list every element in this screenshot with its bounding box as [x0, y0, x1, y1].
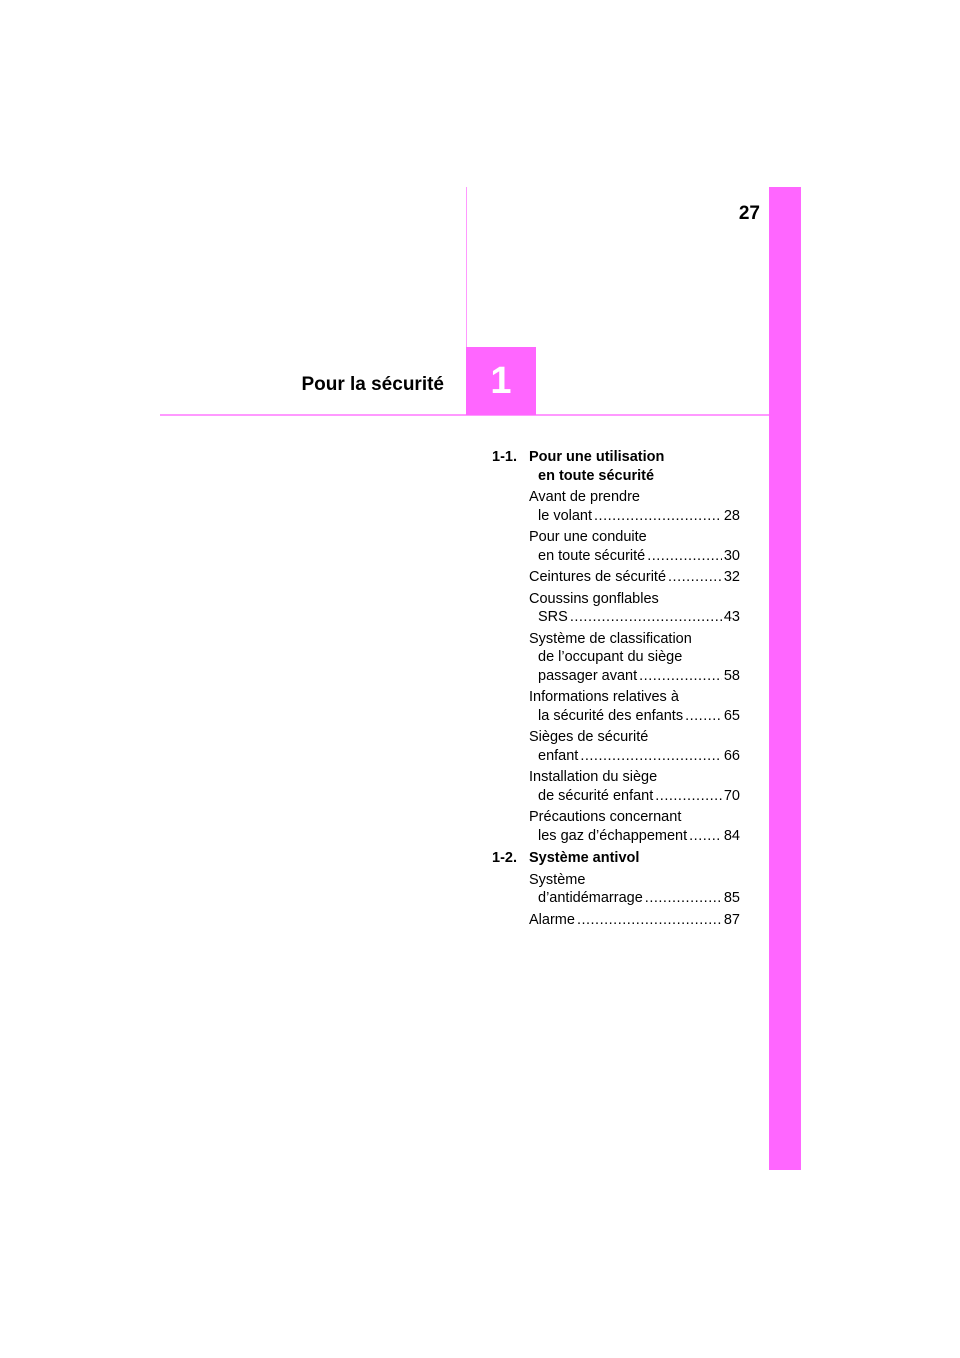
toc-entry-text: Sièges de sécurité: [529, 729, 649, 745]
toc-entry-text: Ceintures de sécurité: [529, 569, 667, 585]
toc-entry-line: [529, 889, 740, 908]
toc-entry[interactable]: [529, 488, 740, 525]
toc-page-number: 84: [723, 827, 740, 844]
toc-entry-line: [529, 707, 740, 726]
toc-entry-text: de sécurité enfant: [538, 787, 654, 804]
toc-leader-dots: [689, 827, 722, 846]
toc-entry-line: [529, 488, 740, 507]
toc-entry[interactable]: [529, 911, 740, 930]
toc-section-title-line: Pour une utilisation: [529, 449, 665, 465]
toc-entry-text: les gaz d’échappement: [538, 827, 688, 844]
toc-entry-line: [529, 528, 740, 547]
toc-leader-dots: [668, 568, 722, 587]
toc-entry-line: [529, 728, 740, 747]
toc-page-number: 43: [723, 609, 740, 625]
toc-entry-line: [529, 827, 740, 846]
page-number: 27: [738, 203, 760, 224]
toc-page-number: 28: [723, 507, 740, 524]
toc-entry-text: Installation du siège: [529, 769, 658, 785]
toc-entry-line: [529, 547, 740, 566]
toc-entry-text: de l’occupant du siège: [538, 649, 683, 665]
toc-entry-text: Coussins gonflables: [529, 590, 659, 607]
toc-entry-text: SRS: [538, 609, 568, 625]
toc-entry-text: Système de classification: [529, 630, 692, 647]
toc-entry-line: [529, 871, 740, 890]
toc-entry-text: Précautions concernant: [529, 809, 682, 825]
toc-leader-dots: [655, 787, 722, 806]
toc-leader-dots: [577, 911, 722, 930]
vertical-rule: [466, 187, 467, 347]
toc-leader-dots: [645, 889, 722, 908]
toc-page-number: 65: [723, 707, 740, 724]
toc-page-number: 30: [723, 547, 740, 564]
toc-entry-text: Système: [529, 871, 586, 888]
toc-entry-line: [529, 608, 740, 627]
toc-page-number: 66: [723, 747, 740, 764]
toc-entry-line: [529, 747, 740, 766]
toc-entry[interactable]: [529, 768, 740, 805]
toc-entry[interactable]: [529, 590, 740, 627]
toc-entry-text: Informations relatives à: [529, 689, 679, 705]
toc-section-title-line: en toute sécurité: [538, 467, 655, 484]
horizontal-rule: [160, 414, 769, 416]
toc-section: [492, 849, 740, 929]
toc-entry[interactable]: [529, 728, 740, 765]
toc-entry-line: [529, 648, 740, 667]
toc-entry-line: [529, 568, 740, 587]
toc-entry-text: Avant de prendre: [529, 489, 640, 505]
toc-section-number: 1-2.: [492, 850, 517, 866]
toc-entry-line: [529, 590, 740, 609]
toc-leader-dots: [639, 667, 722, 686]
toc-entry-line: [529, 808, 740, 827]
toc-section-title-line: Système antivol: [529, 850, 640, 866]
toc-leader-dots: [647, 547, 722, 566]
toc-entry-text: en toute sécurité: [538, 547, 646, 564]
chapter-number-badge: 1: [466, 347, 536, 415]
toc-page-number: 32: [723, 569, 740, 585]
toc-entry-text: passager avant: [538, 667, 638, 684]
toc-section-title: [529, 849, 740, 868]
toc-entry[interactable]: [529, 871, 740, 908]
toc-section-title: [529, 448, 740, 485]
toc-section: [492, 448, 740, 845]
toc-page-number: 87: [723, 911, 740, 928]
toc-entry-line: [529, 630, 740, 649]
toc-section-heading[interactable]: [492, 448, 740, 485]
toc-page-number: 70: [723, 787, 740, 804]
table-of-contents: [492, 448, 740, 933]
toc-entry-line: [529, 768, 740, 787]
toc-leader-dots: [594, 507, 722, 526]
toc-entry-line: [529, 911, 740, 930]
toc-entry-text: enfant: [538, 747, 579, 764]
toc-entry[interactable]: [529, 688, 740, 725]
toc-entry-text: la sécurité des enfants: [538, 707, 684, 724]
toc-entry-line: [529, 667, 740, 686]
toc-entry-text: Alarme: [529, 911, 575, 928]
chapter-tab-band: [769, 187, 801, 1170]
chapter-title: Pour la sécurité: [301, 374, 444, 395]
toc-leader-dots: [580, 747, 722, 766]
toc-entry-text: d’antidémarrage: [538, 890, 643, 906]
toc-entry-text: le volant: [538, 507, 593, 524]
toc-entry-line: [529, 787, 740, 806]
toc-entry[interactable]: [529, 528, 740, 565]
toc-entry-text: Pour une conduite: [529, 529, 647, 545]
toc-entry-line: [529, 507, 740, 526]
toc-leader-dots: [570, 608, 722, 627]
toc-entry[interactable]: [529, 630, 740, 686]
toc-section-number: 1-1.: [492, 449, 517, 465]
toc-section-heading[interactable]: [492, 849, 740, 868]
toc-page-number: 58: [723, 667, 740, 684]
toc-entry-line: [529, 688, 740, 707]
toc-entry[interactable]: [529, 808, 740, 845]
toc-entry[interactable]: [529, 568, 740, 587]
toc-page-number: 85: [723, 890, 740, 906]
toc-leader-dots: [685, 707, 722, 726]
